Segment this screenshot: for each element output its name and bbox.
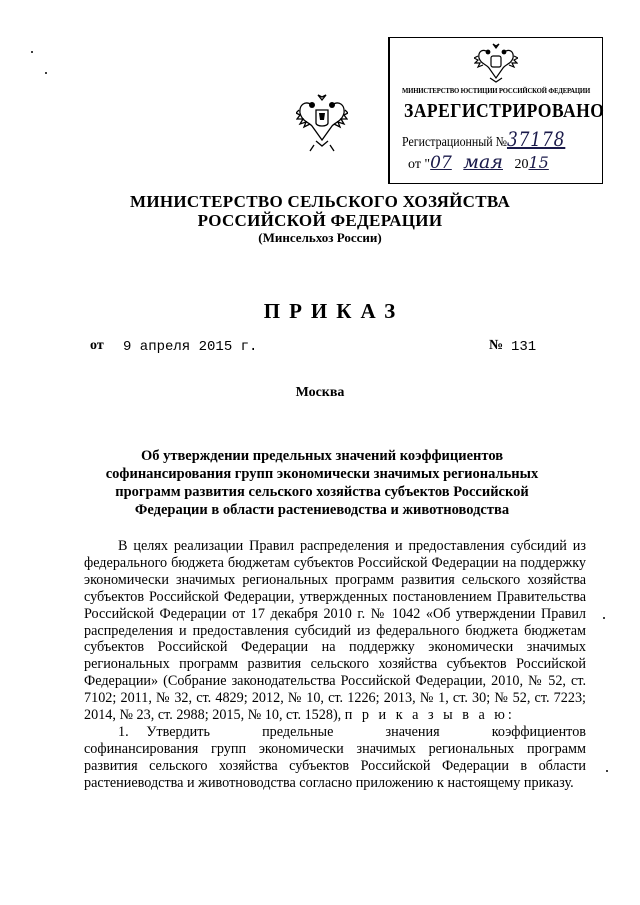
registration-stamp bbox=[388, 37, 603, 184]
order-body bbox=[84, 538, 586, 792]
stamp-date-year-prefix: 20 bbox=[514, 157, 529, 172]
item1-word3: значения bbox=[385, 723, 440, 740]
subject-line1: Об утверждении предельных значений коэффициентов bbox=[140, 448, 504, 464]
scan-speck bbox=[606, 770, 608, 772]
order-date: 9 апреля 2015 г. bbox=[123, 339, 258, 355]
ministry-name-line1: МИНИСТЕРСТВО СЕЛЬСКОГО ХОЗЯЙСТВА bbox=[129, 192, 511, 211]
ministry-short-name: (Минсельхоз России) bbox=[258, 230, 382, 245]
item1-rest: софинансирования групп экономически значимых региональных программ развития сельского хозяйства субъектов Российской Федерации в области растениеводства и животноводства согласно приложению к настоящему приказу. bbox=[84, 740, 586, 791]
order-title: ПРИКАЗ bbox=[263, 299, 405, 323]
scan-speck bbox=[45, 72, 47, 74]
stamp-emblem-icon bbox=[474, 42, 518, 84]
order-date-label: от bbox=[90, 338, 104, 353]
item1-first-line bbox=[84, 724, 586, 741]
ministry-name-line2: РОССИЙСКОЙ ФЕДЕРАЦИИ bbox=[197, 211, 443, 230]
subject-line4: Федерации в области растениеводства и животноводства bbox=[134, 502, 510, 518]
stamp-ministry-name: МИНИСТЕРСТВО ЮСТИЦИИ РОССИЙСКОЙ ФЕДЕРАЦИИ bbox=[401, 86, 591, 95]
scan-speck bbox=[603, 617, 605, 619]
item1-number: 1. Утвердить bbox=[118, 723, 210, 740]
stamp-reg-number-label: Регистрационный № bbox=[402, 135, 507, 150]
preamble-paragraph bbox=[84, 538, 586, 724]
scan-speck bbox=[31, 51, 33, 53]
order-number: 131 bbox=[511, 339, 537, 355]
stamp-date-day: 07 bbox=[430, 153, 452, 173]
item1-word4: коэффициентов bbox=[491, 723, 586, 740]
stamp-date-year-suffix: 15 bbox=[528, 153, 549, 172]
order-city: Москва bbox=[295, 385, 345, 400]
stamp-reg-number: 37178 bbox=[506, 127, 566, 151]
stamp-date-label: от " bbox=[408, 157, 431, 172]
order-word: п р и к а з ы в а ю: bbox=[344, 707, 515, 724]
stamp-reg-number-row bbox=[402, 127, 565, 151]
stamp-date-month: мая bbox=[463, 151, 503, 173]
item1-word2: предельные bbox=[262, 723, 334, 740]
stamp-date-row bbox=[408, 151, 549, 173]
subject-line3: программ развития сельского хозяйства субъектов Российской bbox=[115, 484, 529, 500]
subject-line2: софинансирования групп экономически значимых региональных bbox=[105, 466, 539, 482]
coat-of-arms-icon bbox=[296, 93, 348, 153]
preamble-text: В целях реализации Правил распределения и предоставления субсидий из федерального бюджета бюджетам субъектов Российской Федерации на поддержку экономически значимых региональных программ развития сельского хозяйства субъектов Российской Федерации, утвержденных постановлением Правительства Российской Федерации от 17 декабря 2010 г. № 1042 «Об утверждении Правил распределения и предоставления субсидий из федерального бюджета бюджетам субъектов Российской Федерации на поддержку экономически значимых региональных программ развития сельского хозяйства субъектов Российской Федерации» (Собрание законодательства Российской Федерации, 2010, № 52, ст. 7102; 2011, № 32, ст. 4829; 2012, № 10, ст. 1226; 2013, № 1, ст. 30; № 52, ст. 7223; 2014, № 23, ст. 2988; 2015, № 10, ст. 1528), bbox=[84, 538, 586, 724]
order-number-label: № bbox=[489, 338, 504, 353]
stamp-registered-label: ЗАРЕГИСТРИРОВАНО bbox=[404, 100, 605, 122]
